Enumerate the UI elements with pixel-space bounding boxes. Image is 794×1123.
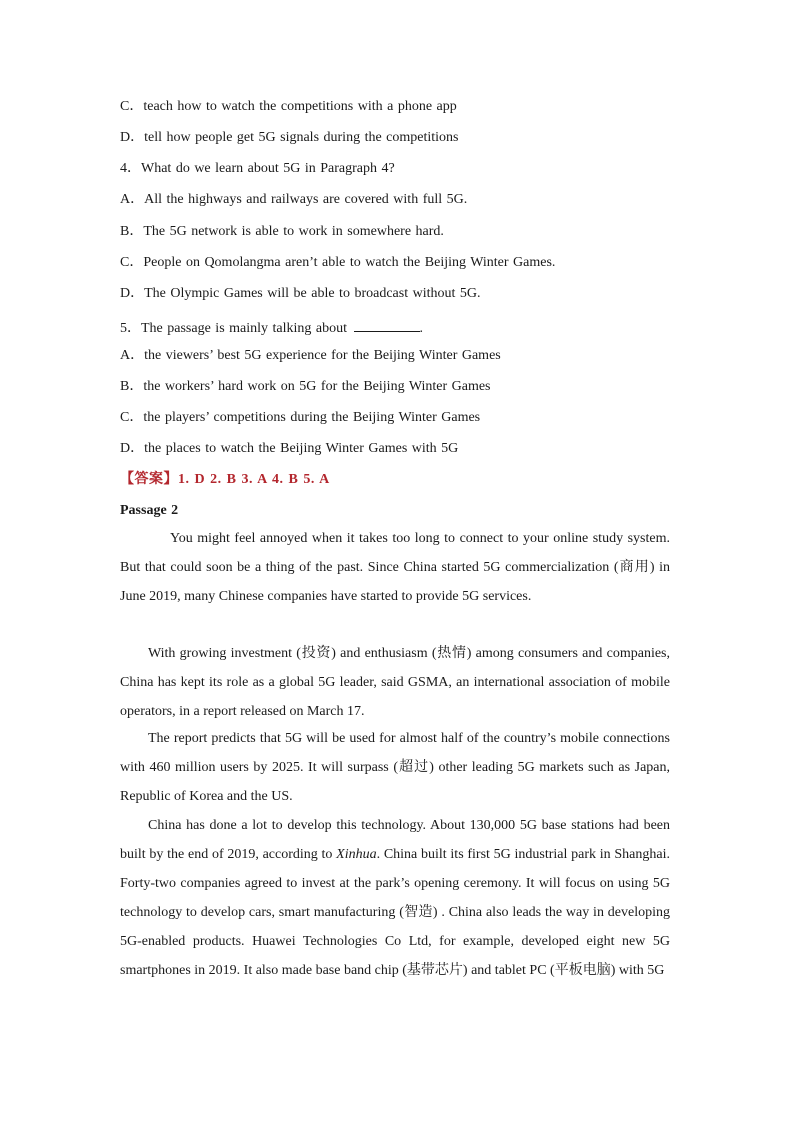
question-5-text: 5．The passage is mainly talking about — [120, 321, 348, 336]
source-name: Xinhua — [336, 847, 377, 862]
question-5-stem — [120, 318, 423, 336]
option-4b: B．The 5G network is able to work in somewhere hard. — [120, 224, 444, 239]
question-5-end: . — [419, 321, 424, 336]
option-4d: D．The Olympic Games will be able to broadcast without 5G. — [120, 286, 481, 301]
paragraph-3: The report predicts that 5G will be used for almost half of the country’s mobile connections with 460 million users by 2025. It will surpass (超过) other leading 5G markets such as Japan, Republic of Korea and the US. — [120, 731, 670, 804]
answer-key: 【答案】1. D 2. B 3. A 4. B 5. A — [120, 472, 330, 487]
passage-title: Passage 2 — [120, 503, 179, 518]
paragraph-1: You might feel annoyed when it takes too long to connect to your online study system. But that could soon be a thing of the past. Since China started 5G commercialization (商用) in June 2019, many Chinese companies have started to provide 5G services. — [120, 531, 670, 604]
option-5c: C．the players’ competitions during the Beijing Winter Games — [120, 410, 481, 425]
paragraph-4-part-1: China has done a lot to develop this technology. About 130,000 5G base stations had been built by the end of 2019, according to — [120, 818, 670, 862]
option-5d: D．the places to watch the Beijing Winter Games with 5G — [120, 441, 459, 456]
option-3c: C．teach how to watch the competitions with a phone app — [120, 99, 457, 114]
question-4-stem: 4．What do we learn about 5G in Paragraph 4? — [120, 161, 395, 176]
paragraph-4-part-2: . China built its first 5G industrial park in Shanghai. Forty-two companies agreed to invest at the park’s opening ceremony. It will focus on using 5G technology to develop cars, smart manufacturing (智造) . China also leads the way in developing 5G-enabled products. Huawei Technologies Co Ltd, for example, developed eight new 5G smartphones in 2019. It also made base band chip (基带芯片) and tablet PC (平板电脑) with 5G — [120, 847, 670, 978]
option-5b: B．the workers’ hard work on 5G for the Beijing Winter Games — [120, 379, 491, 394]
option-4c: C．People on Qomolangma aren’t able to watch the Beijing Winter Games. — [120, 255, 556, 270]
option-3d: D．tell how people get 5G signals during the competitions — [120, 130, 459, 145]
paragraph-4 — [120, 811, 670, 985]
answer-blank — [354, 318, 420, 332]
paragraph-2: With growing investment (投资) and enthusiasm (热情) among consumers and companies, China has kept its role as a global 5G leader, said GSMA, an international association of mobile operators, in a report released on March 17. — [120, 646, 670, 719]
option-4a: A．All the highways and railways are covered with full 5G. — [120, 192, 468, 207]
option-5a: A．the viewers’ best 5G experience for the Beijing Winter Games — [120, 348, 501, 363]
